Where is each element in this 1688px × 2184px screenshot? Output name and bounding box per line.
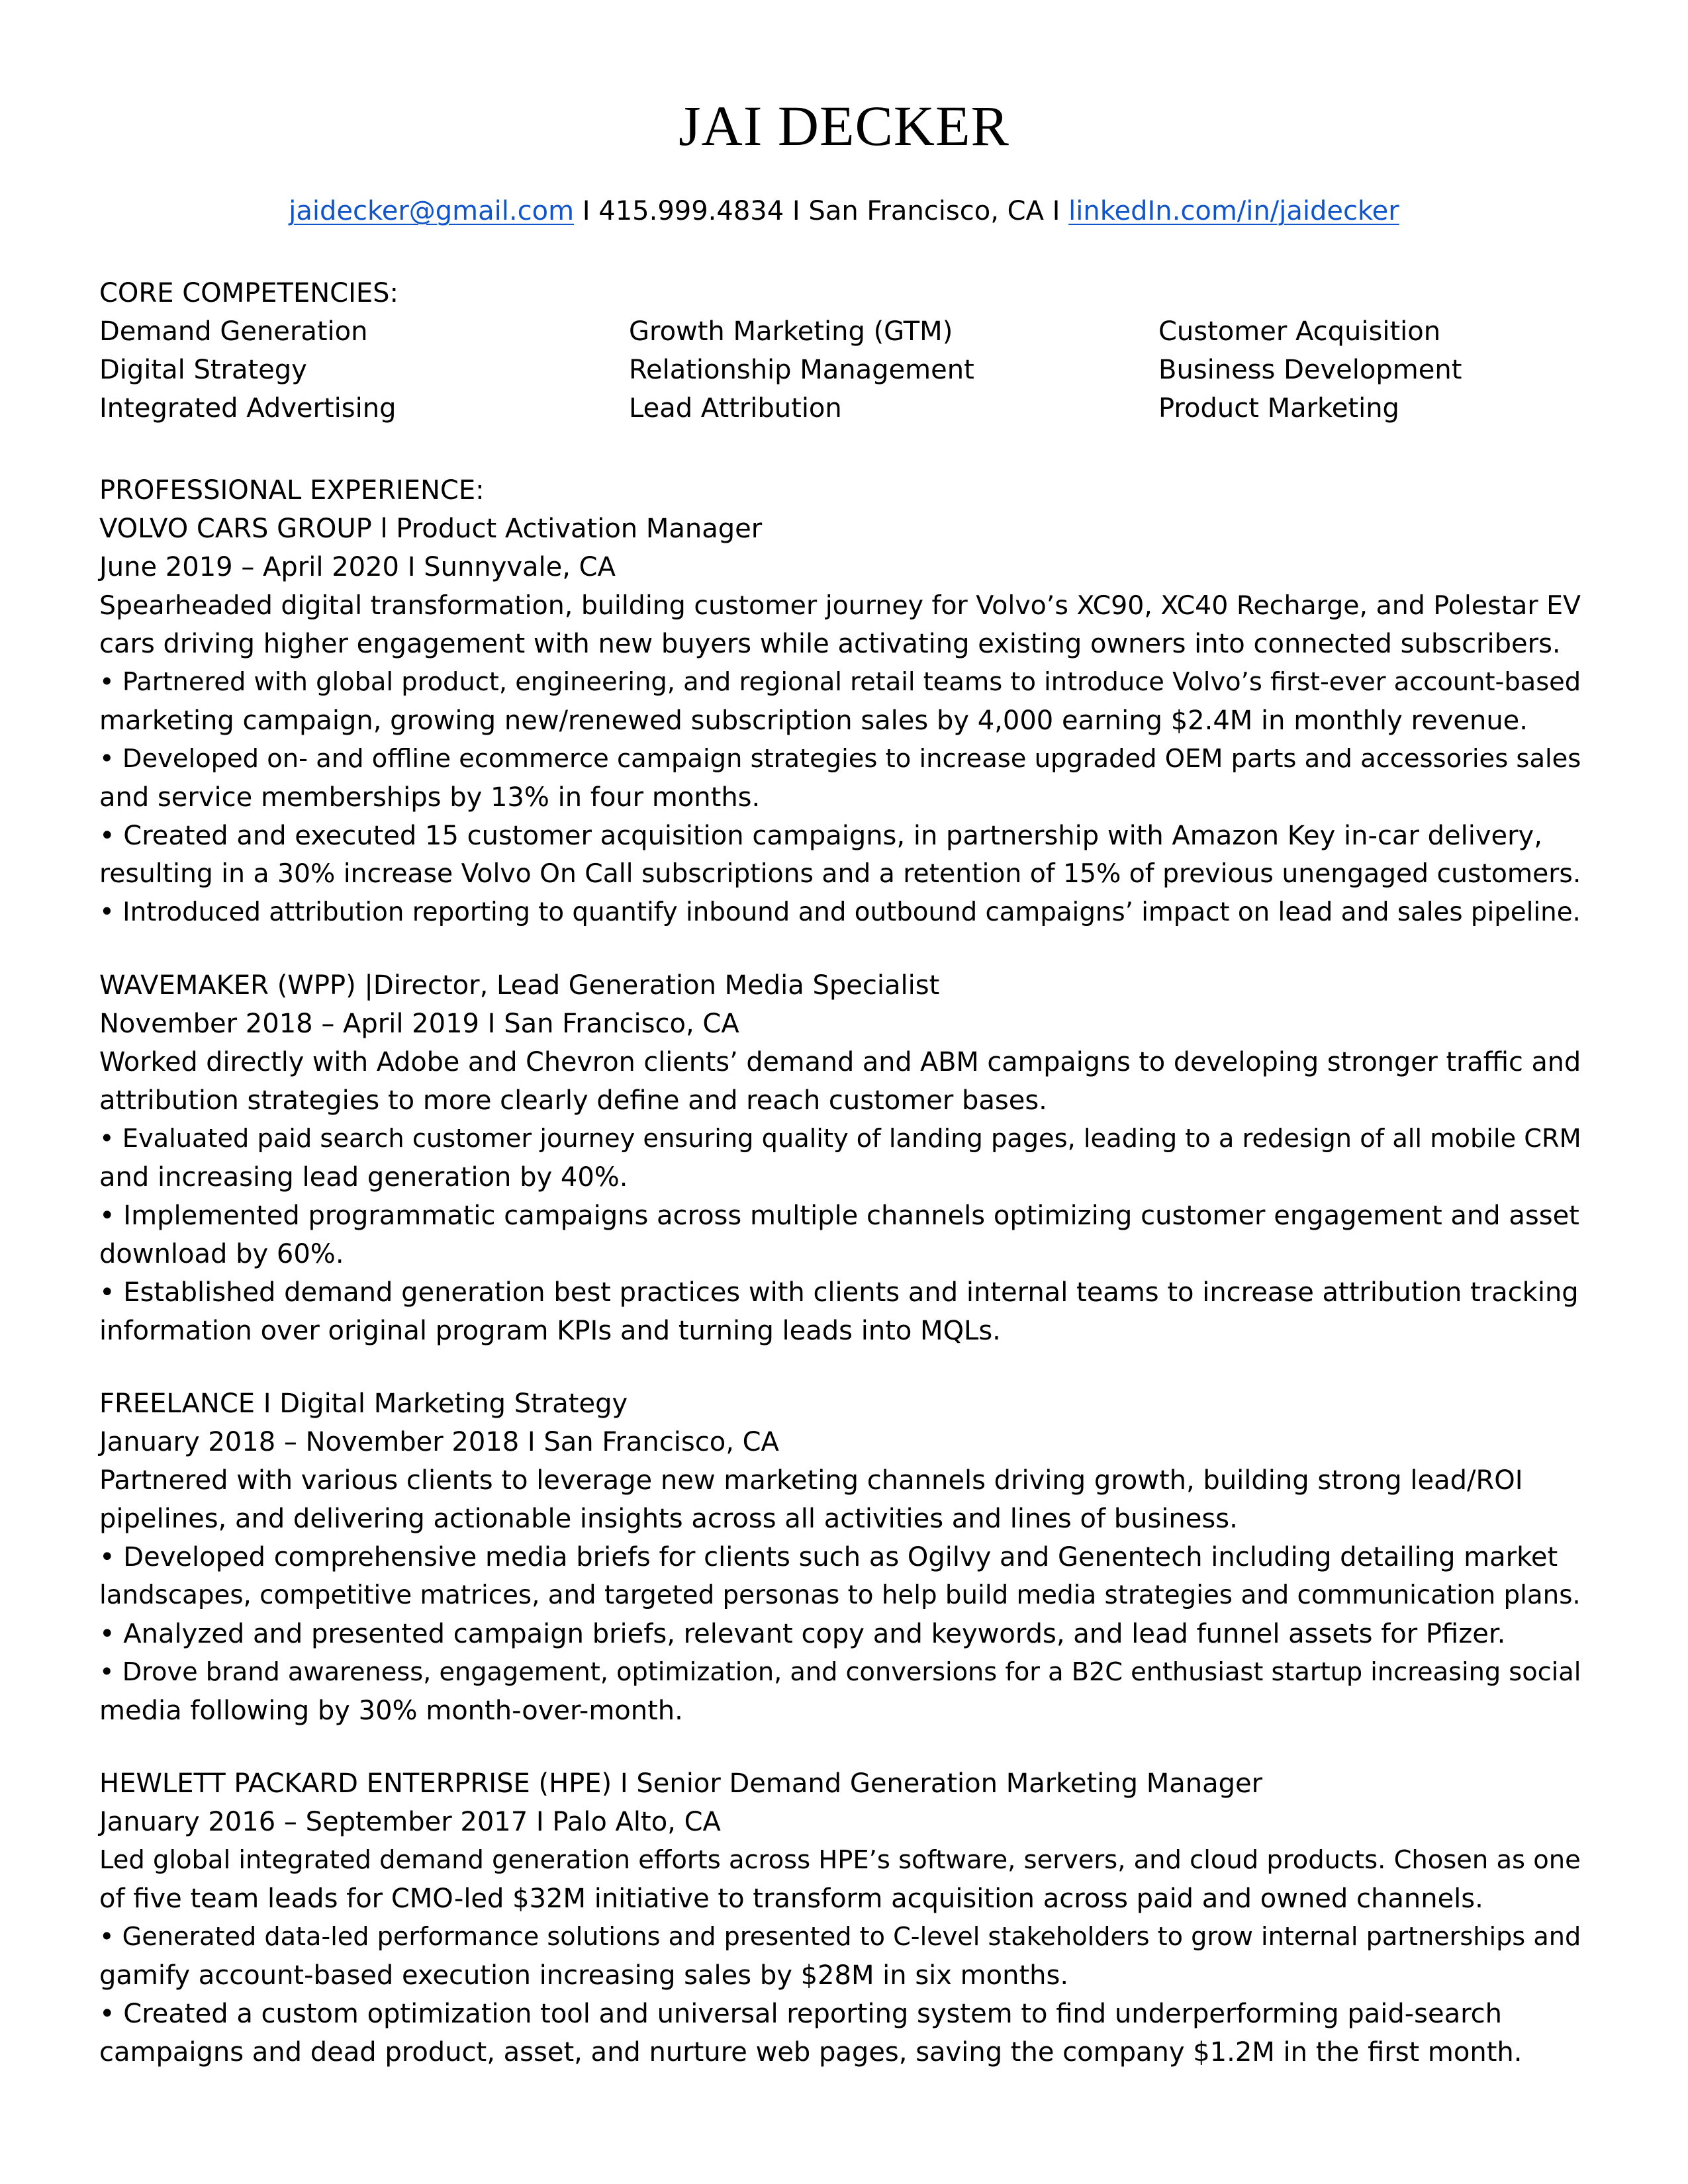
experience-section bbox=[99, 471, 1589, 2071]
contact-separator: I bbox=[1043, 196, 1069, 226]
job-bullet-line: and increasing lead generation by 40%. bbox=[99, 1162, 628, 1193]
job-heading: HEWLETT PACKARD ENTERPRISE (HPE) I Senior Demand Generation Marketing Manager bbox=[99, 1768, 1263, 1799]
job-bullet-line: • Created and executed 15 customer acquisition campaigns, in partnership with Amazon Key in-car delivery, bbox=[99, 821, 1542, 851]
contact-separator: I bbox=[574, 196, 599, 226]
phone-number: 415.999.4834 bbox=[598, 196, 784, 226]
resume-body bbox=[99, 274, 1589, 2071]
competency-item: Growth Marketing (GTM) bbox=[629, 316, 953, 347]
competency-item: Digital Strategy bbox=[99, 355, 307, 385]
competency-item: Demand Generation bbox=[99, 316, 368, 347]
resume-name: JAI DECKER bbox=[679, 94, 1009, 158]
job-bullet-line: gamify account-based execution increasing sales by $28M in six months. bbox=[99, 1960, 1069, 1991]
linkedin-link[interactable]: linkedIn.com/in/jaidecker bbox=[1068, 196, 1399, 226]
job-bullet-line: • Evaluated paid search customer journey ensuring quality of landing pages, leading to a redesign of all mobile CRM bbox=[99, 1124, 1581, 1154]
job-bullet-line: landscapes, competitive matrices, and targeted personas to help build media strategies and communication plans. bbox=[99, 1580, 1581, 1610]
job-entry bbox=[99, 510, 1589, 932]
job-bullet-line: • Developed on- and offline ecommerce campaign strategies to increase upgraded OEM parts and accessories sales bbox=[99, 744, 1581, 774]
job-bullet-line: and service memberships by 13% in four months. bbox=[99, 782, 761, 813]
section-heading-experience: PROFESSIONAL EXPERIENCE: bbox=[99, 475, 485, 506]
job-dates: January 2018 – November 2018 I San Francisco, CA bbox=[99, 1427, 779, 1457]
job-summary-line: Led global integrated demand generation efforts across HPE’s software, servers, and cloud products. Chosen as one bbox=[99, 1845, 1581, 1875]
job-entry bbox=[99, 1764, 1589, 2071]
job-bullet-line: • Analyzed and presented campaign briefs, relevant copy and keywords, and lead funnel assets for Pfizer. bbox=[99, 1619, 1506, 1649]
job-bullet-line: media following by 30% month-over-month. bbox=[99, 1696, 683, 1726]
email-link[interactable]: jaidecker@gmail.com bbox=[289, 196, 575, 226]
section-heading-competencies: CORE COMPETENCIES: bbox=[99, 278, 399, 308]
job-heading: WAVEMAKER (WPP) |Director, Lead Generation Media Specialist bbox=[99, 970, 940, 1001]
competency-item: Business Development bbox=[1158, 355, 1462, 385]
section-spacer bbox=[99, 428, 1589, 471]
contact-separator: I bbox=[784, 196, 809, 226]
job-heading: VOLVO CARS GROUP l Product Activation Manager bbox=[99, 514, 763, 544]
location: San Francisco, CA bbox=[808, 196, 1044, 226]
job-dates: June 2019 – April 2020 I Sunnyvale, CA bbox=[99, 552, 616, 582]
job-summary-line: of five team leads for CMO-led $32M initiative to transform acquisition across paid and owned channels. bbox=[99, 1884, 1483, 1914]
core-competencies-section bbox=[99, 274, 1589, 428]
competency-item: Relationship Management bbox=[629, 355, 974, 385]
contact-line bbox=[0, 192, 1688, 230]
competencies-grid bbox=[99, 312, 1589, 428]
job-bullet-line: information over original program KPIs and turning leads into MQLs. bbox=[99, 1316, 1001, 1346]
job-bullet-line: • Generated data-led performance solutions and presented to C-level stakeholders to grow internal partnerships and bbox=[99, 1923, 1581, 1952]
competency-item: Product Marketing bbox=[1158, 393, 1399, 424]
job-summary-line: attribution strategies to more clearly define and reach customer bases. bbox=[99, 1085, 1047, 1116]
job-bullet-line: • Drove brand awareness, engagement, optimization, and conversions for a B2C enthusiast startup increasing social bbox=[99, 1657, 1581, 1687]
job-bullet-line: • Created a custom optimization tool and universal reporting system to find underperforming paid-search bbox=[99, 1999, 1503, 2029]
job-bullet-line: • Developed comprehensive media briefs for clients such as Ogilvy and Genentech including detailing market bbox=[99, 1542, 1558, 1572]
job-summary-line: Spearheaded digital transformation, building customer journey for Volvo’s XC90, XC40 Recharge, and Polestar EV bbox=[99, 590, 1581, 621]
job-dates: January 2016 – September 2017 I Palo Alto, CA bbox=[99, 1807, 721, 1837]
job-summary-line: pipelines, and delivering actionable insights across all activities and lines of business. bbox=[99, 1504, 1238, 1534]
competency-item: Customer Acquisition bbox=[1158, 316, 1441, 347]
job-bullet-line: • Implemented programmatic campaigns across multiple channels optimizing customer engagement and asset bbox=[99, 1201, 1579, 1231]
competency-item: Integrated Advertising bbox=[99, 393, 397, 424]
job-spacer bbox=[99, 1730, 1589, 1764]
job-entry bbox=[99, 1385, 1589, 1730]
job-heading: FREELANCE I Digital Marketing Strategy bbox=[99, 1388, 628, 1419]
job-summary-line: Worked directly with Adobe and Chevron clients’ demand and ABM campaigns to developing stronger traffic and bbox=[99, 1047, 1581, 1077]
job-dates: November 2018 – April 2019 I San Francisco, CA bbox=[99, 1009, 739, 1039]
job-summary-line: cars driving higher engagement with new buyers while activating existing owners into connected subscribers. bbox=[99, 629, 1561, 659]
job-spacer bbox=[99, 1350, 1589, 1385]
competency-item: Lead Attribution bbox=[629, 393, 842, 424]
job-bullet-line: campaigns and dead product, asset, and nurture web pages, saving the company $1.2M in the first month. bbox=[99, 2037, 1523, 2068]
job-bullet-line: marketing campaign, growing new/renewed subscription sales by 4,000 earning $2.4M in monthly revenue. bbox=[99, 705, 1528, 736]
job-bullet-line: • Established demand generation best practices with clients and internal teams to increase attribution tracking bbox=[99, 1277, 1579, 1308]
job-spacer bbox=[99, 932, 1589, 966]
job-summary-line: Partnered with various clients to leverage new marketing channels driving growth, building strong lead/ROI bbox=[99, 1465, 1523, 1496]
job-entry bbox=[99, 966, 1589, 1350]
job-bullet-line: • Partnered with global product, engineering, and regional retail teams to introduce Volvo’s first-ever account-based bbox=[99, 667, 1581, 697]
job-bullet-line: • Introduced attribution reporting to quantify inbound and outbound campaigns’ impact on lead and sales pipeline. bbox=[99, 897, 1581, 927]
job-bullet-line: resulting in a 30% increase Volvo On Call subscriptions and a retention of 15% of previous unengaged customers. bbox=[99, 859, 1581, 889]
job-bullet-line: download by 60%. bbox=[99, 1239, 344, 1269]
